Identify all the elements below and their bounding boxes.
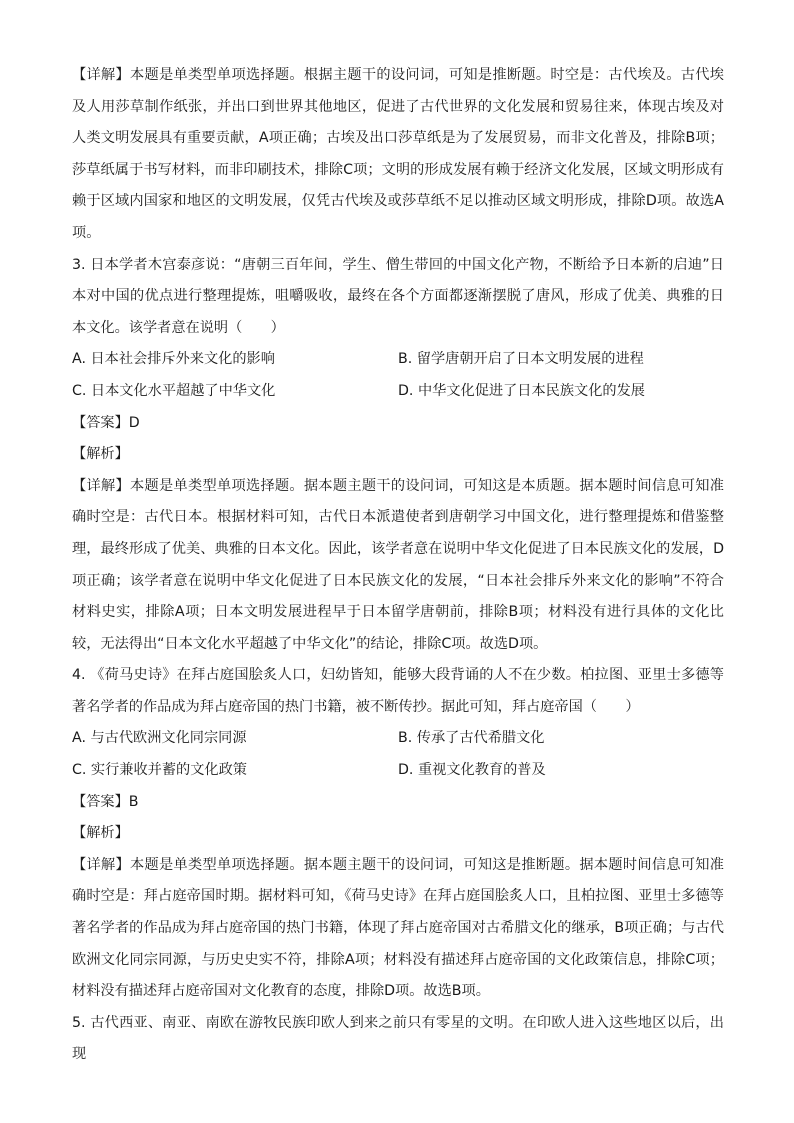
q4-options-row-2 [72, 755, 724, 787]
q4-detail: 【详解】本题是单类型单项选择题。据本题主题干的设问词，可知这是推断题。据本题时间信息可知准确时空是：拜占庭帝国时期。据材料可知，《荷马史诗》在拜占庭国脍炙人口，且柏拉图、亚里士多德等著名学者的作品成为拜占庭帝国的热门书籍，体现了拜占庭帝国对古希腊文化的继承，B项正确；与古代欧洲文化同宗同源，与历史史实不符，排除A项；材料没有描述拜占庭帝国的文化政策信息，排除C项；材料没有描述拜占庭帝国对文化教育的态度，排除D项。故选B项。 [72, 856, 724, 1000]
q3-analysis-label: 【解析】 [72, 446, 129, 463]
q4-option-b: B. 传承了古代希腊文化 [398, 730, 545, 747]
q3-detail: 【详解】本题是单类型单项选择题。据本题主题干的设问词，可知这是本质题。据本题时间信息可知准确时空是：古代日本。根据材料可知，古代日本派遣使者到唐朝学习中国文化，进行整理提炼和借鉴整理，最终形成了优美、典雅的日本文化。因此，该学者意在说明中华文化促进了日本民族文化的发展，D项正确；该学者意在说明中华文化促进了日本民族文化的发展，“日本社会排斥外来文化的影响”不符合材料史实，排除A项；日本文明发展进程早于日本留学唐朝前，排除B项；材料没有进行具体的文化比较，无法得出“日本文化水平超越了中华文化”的结论，排除C项。故选D项。 [72, 477, 724, 652]
q3-option-d: D. 中华文化促进了日本民族文化的发展 [398, 382, 645, 399]
q3-options-row-1 [72, 344, 724, 376]
q3-option-c: C. 日本文化水平超越了中华文化 [72, 382, 276, 399]
q3-answer: 【答案】D [72, 414, 140, 431]
q4-options-row-1 [72, 723, 724, 755]
q2-detail: 【详解】本题是单类型单项选择题。根据主题干的设问词，可知是推断题。时空是：古代埃及。古代埃及人用莎草制作纸张，并出口到世界其他地区，促进了古代世界的文化发展和贸易往来，体现古埃及对人类文明发展具有重要贡献，A项正确；古埃及出口莎草纸是为了发展贸易，而非文化普及，排除B项；莎草纸属于书写材料，而非印刷技术，排除C项；文明的形成发展有赖于经济文化发展，区域文明形成有赖于区域内国家和地区的文明发展，仅凭古代埃及或莎草纸不足以推动区域文明形成，排除D项。故选A项。 [72, 67, 724, 241]
page-content [72, 60, 724, 1071]
q4-option-d: D. 重视文化教育的普及 [398, 762, 546, 779]
q4-option-a: A. 与古代欧洲文化同宗同源 [72, 730, 247, 747]
q3-option-a: A. 日本社会排斥外来文化的影响 [72, 351, 275, 368]
q5-stem: 5. 古代西亚、南亚、南欧在游牧民族印欧人到来之前只有零星的文明。在印欧人进入这些地区以后，出现 [72, 1014, 724, 1063]
q3-stem: 3. 日本学者木宫泰彦说：“唐朝三百年间，学生、僧生带回的中国文化产物，不断给予日本新的启迪”日本对中国的优点进行整理提炼，咀嚼吸收，最终在各个方面都逐渐摆脱了唐风，形成了优美、典雅的日本文化。该学者意在说明（ ） [72, 256, 724, 336]
q4-stem: 4. 《荷马史诗》在拜占庭国脍炙人口，妇幼皆知，能够大段背诵的人不在少数。柏拉图、亚里士多德等著名学者的作品成为拜占庭帝国的热门书籍，被不断传抄。据此可知，拜占庭帝国（ ） [72, 667, 724, 715]
q4-answer: 【答案】B [72, 793, 139, 810]
q3-option-b: B. 留学唐朝开启了日本文明发展的进程 [398, 351, 644, 368]
q3-options-row-2 [72, 376, 724, 408]
q4-analysis-label: 【解析】 [72, 825, 129, 842]
q4-option-c: C. 实行兼收并蓄的文化政策 [72, 762, 247, 779]
